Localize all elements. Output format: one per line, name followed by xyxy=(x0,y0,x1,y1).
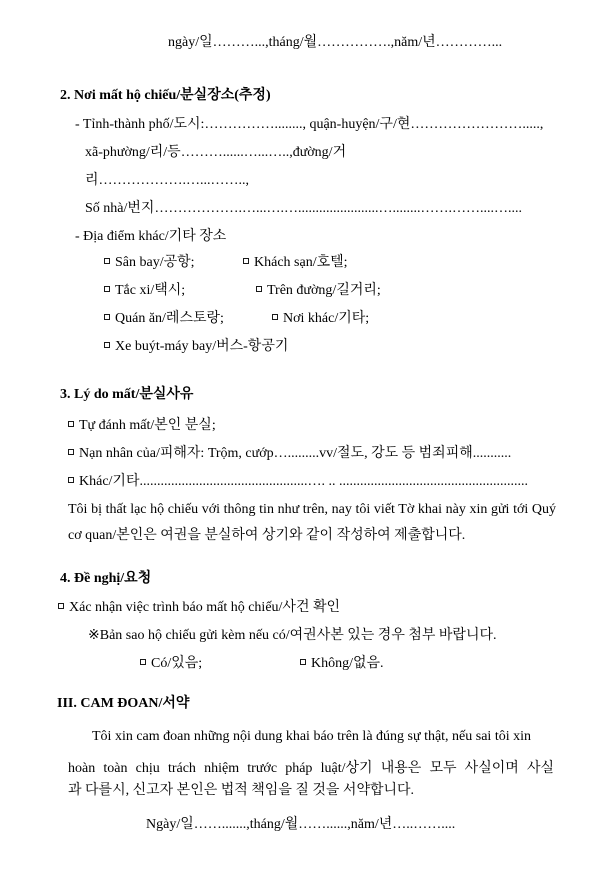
checkbox-icon[interactable] xyxy=(58,603,64,609)
checkbox-option-other-place-label: Nơi khác/기타; xyxy=(283,311,370,326)
reason-option-self-lost[interactable] xyxy=(68,419,216,433)
checkbox-option-other-place[interactable] xyxy=(272,312,369,326)
checkbox-option-hotel[interactable] xyxy=(243,256,348,270)
checkbox-option-street[interactable] xyxy=(256,284,381,298)
section-iii-heading: III. CAM ĐOAN/서약 xyxy=(57,696,190,711)
section-2-line-house-number: Số nhà/번지……………….…...….….......................…........…….……....….... xyxy=(85,201,522,216)
commitment-paragraph-line-2 xyxy=(68,756,554,782)
checkbox-option-restaurant-label: Quán ăn/레스토랑; xyxy=(115,311,224,326)
checkbox-icon[interactable] xyxy=(104,286,110,292)
reason-option-victim[interactable] xyxy=(68,447,511,461)
checkbox-icon[interactable] xyxy=(68,421,74,427)
section-4-heading: 4. Đề nghị/요청 xyxy=(60,571,152,586)
checkbox-icon[interactable] xyxy=(300,659,306,665)
date-line-bottom: Ngày/일…….......,tháng/월……......,năm/년…..…….... xyxy=(146,817,456,832)
checkbox-option-taxi-label: Tắc xi/택시; xyxy=(115,283,186,298)
section-2-line-province: - Tỉnh-thành phố/도시:……………........, quận-huyện/구/현……………………....., xyxy=(75,117,544,132)
attachment-option-yes-label: Có/있음; xyxy=(151,656,203,671)
checkbox-icon[interactable] xyxy=(104,314,110,320)
reason-option-victim-label: Nạn nhân của/피해자: Trộm, cướp….........vv/절도, 강도 등 범죄피해........... xyxy=(79,446,512,461)
attachment-option-no[interactable] xyxy=(300,657,384,671)
section-3-statement-paragraph: Tôi bị thất lạc hộ chiếu với thông tin như trên, nay tôi viết Tờ khai này xin gửi tới Quý cơ quan/본인은 여권을 분실하여 상기와 같이 작성하여 제출합니다. xyxy=(68,502,556,543)
section-2-line-ward: xã-phường/리/등………......…...…..,đường/거 xyxy=(85,145,347,160)
request-option-confirm-label: Xác nhận việc trình báo mất hộ chiếu/사건 확인 xyxy=(69,600,341,615)
reason-option-other[interactable] xyxy=(68,475,528,489)
checkbox-icon[interactable] xyxy=(272,314,278,320)
reason-option-other-label: Khác/기타................................................…. .. ...................................................... xyxy=(79,474,528,489)
reason-option-self-lost-label: Tự đánh mất/본인 분실; xyxy=(79,418,216,433)
attachment-option-yes[interactable] xyxy=(140,657,202,671)
checkbox-icon[interactable] xyxy=(68,449,74,455)
checkbox-option-airport-label: Sân bay/공항; xyxy=(115,255,195,270)
section-3-heading: 3. Lý do mất/분실사유 xyxy=(60,387,194,402)
checkbox-option-taxi[interactable] xyxy=(104,284,185,298)
section-2-heading: 2. Nơi mất hộ chiếu/분실장소(추정) xyxy=(60,88,271,103)
request-option-confirm[interactable] xyxy=(58,601,340,615)
date-line-top: ngày/일………...,tháng/월…………….,năm/년…………... xyxy=(168,35,503,50)
checkbox-icon[interactable] xyxy=(140,659,146,665)
checkbox-option-bus-airplane-label: Xe buýt-máy bay/버스-항공기 xyxy=(115,339,289,354)
checkbox-icon[interactable] xyxy=(256,286,262,292)
checkbox-option-street-label: Trên đường/길거리; xyxy=(267,283,381,298)
attachment-note: ※Bản sao hộ chiếu gửi kèm nếu có/여권사본 있는 경우 첨부 바랍니다. xyxy=(88,628,497,643)
checkbox-option-bus-airplane[interactable] xyxy=(104,340,288,354)
checkbox-option-hotel-label: Khách sạn/호텔; xyxy=(254,255,348,270)
commitment-paragraph-line-1: Tôi xin cam đoan những nội dung khai báo trên là đúng sự thật, nếu sai tôi xin xyxy=(92,729,531,744)
commitment-paragraph-line-2-text: hoàn toàn chịu trách nhiệm trước pháp luật/상기 내용은 모두 사실이며 사실 xyxy=(68,761,554,776)
attachment-option-no-label: Không/없음. xyxy=(311,656,384,671)
checkbox-icon[interactable] xyxy=(243,258,249,264)
checkbox-icon[interactable] xyxy=(104,342,110,348)
section-2-line-street-cont: 리……………….…...…….., xyxy=(85,173,250,188)
checkbox-icon[interactable] xyxy=(104,258,110,264)
section-2-line-other-place: - Địa điểm khác/기타 장소 xyxy=(75,229,227,244)
commitment-paragraph-line-3: 과 다를시, 신고자 본인은 법적 책임을 질 것을 서약합니다. xyxy=(68,783,415,798)
checkbox-option-restaurant[interactable] xyxy=(104,312,224,326)
checkbox-option-airport[interactable] xyxy=(104,256,195,270)
checkbox-icon[interactable] xyxy=(68,477,74,483)
